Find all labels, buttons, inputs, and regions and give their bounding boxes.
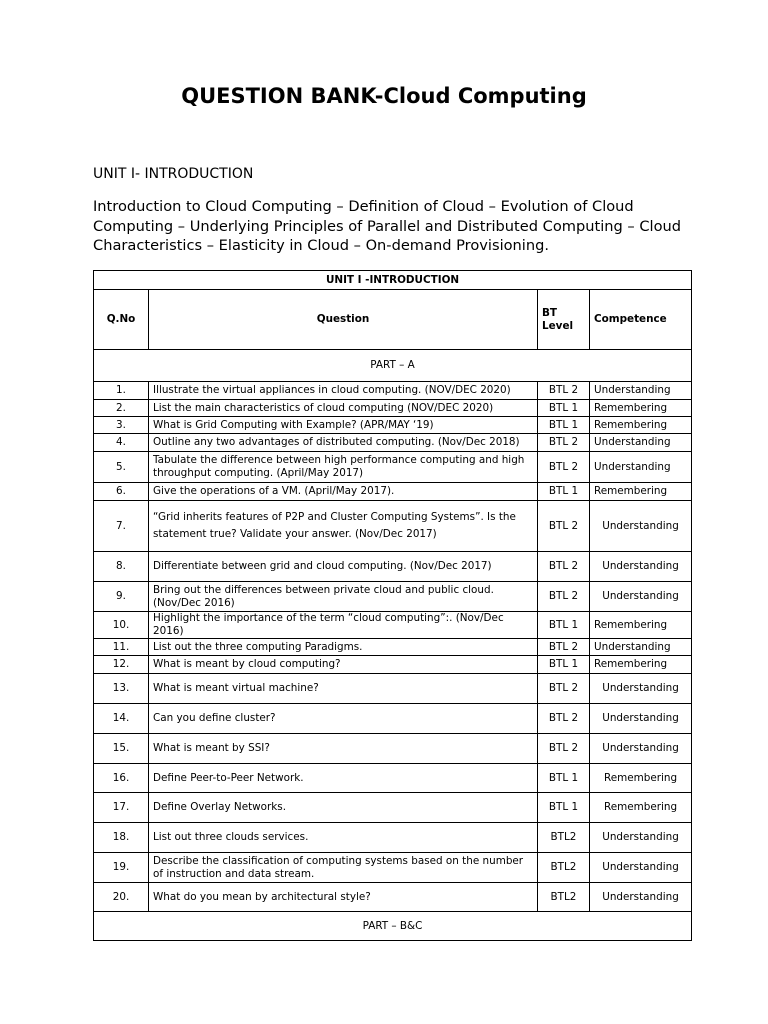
competence: Remembering bbox=[590, 656, 692, 674]
table-row bbox=[94, 501, 692, 552]
competence: Understanding bbox=[590, 639, 692, 656]
table-row bbox=[94, 823, 692, 853]
bt-level: BTL2 bbox=[538, 853, 590, 883]
question-text: Highlight the importance of the term “cloud computing”:. (Nov/Dec 2016) bbox=[149, 612, 538, 639]
bt-level: BTL2 bbox=[538, 883, 590, 912]
table-row bbox=[94, 400, 692, 417]
competence: Understanding bbox=[590, 674, 692, 704]
question-number: 17. bbox=[94, 793, 149, 823]
competence: Understanding bbox=[590, 823, 692, 853]
question-text: Define Peer-to-Peer Network. bbox=[149, 764, 538, 793]
bt-level: BTL 1 bbox=[538, 793, 590, 823]
competence: Understanding bbox=[590, 382, 692, 400]
table-row bbox=[94, 639, 692, 656]
bt-level: BTL 2 bbox=[538, 452, 590, 483]
competence: Understanding bbox=[590, 552, 692, 582]
bt-level: BTL 2 bbox=[538, 501, 590, 552]
part-bc-label: PART – B&C bbox=[94, 912, 692, 941]
question-text: What is Grid Computing with Example? (APR/MAY ‘19) bbox=[149, 417, 538, 434]
question-number: 5. bbox=[94, 452, 149, 483]
bt-level: BTL 2 bbox=[538, 434, 590, 452]
table-row bbox=[94, 793, 692, 823]
table-row bbox=[94, 483, 692, 501]
bt-level: BTL 1 bbox=[538, 400, 590, 417]
table-row bbox=[94, 612, 692, 639]
header-competence: Competence bbox=[590, 290, 692, 350]
competence: Understanding bbox=[590, 704, 692, 734]
bt-level: BTL 1 bbox=[538, 483, 590, 501]
competence: Understanding bbox=[590, 501, 692, 552]
question-number: 7. bbox=[94, 501, 149, 552]
bt-level: BTL 2 bbox=[538, 704, 590, 734]
question-text: “Grid inherits features of P2P and Cluster Computing Systems”. Is the statement true? Validate your answer. (Nov/Dec 2017) bbox=[149, 501, 538, 552]
question-number: 3. bbox=[94, 417, 149, 434]
document-title: QUESTION BANK-Cloud Computing bbox=[181, 84, 587, 108]
header-bt-level: BT Level bbox=[538, 290, 590, 350]
unit-title: UNIT I -INTRODUCTION bbox=[94, 271, 692, 290]
table-row bbox=[94, 382, 692, 400]
competence: Understanding bbox=[590, 734, 692, 764]
question-text: What is meant by cloud computing? bbox=[149, 656, 538, 674]
question-number: 10. bbox=[94, 612, 149, 639]
question-text: Describe the classification of computing systems based on the number of instruction and data stream. bbox=[149, 853, 538, 883]
question-text: What is meant virtual machine? bbox=[149, 674, 538, 704]
question-text: What is meant by SSI? bbox=[149, 734, 538, 764]
table-row bbox=[94, 582, 692, 612]
question-number: 2. bbox=[94, 400, 149, 417]
table-row bbox=[94, 883, 692, 912]
competence: Remembering bbox=[590, 612, 692, 639]
competence: Understanding bbox=[590, 883, 692, 912]
table-row bbox=[94, 764, 692, 793]
competence: Remembering bbox=[590, 793, 692, 823]
question-text: What do you mean by architectural style? bbox=[149, 883, 538, 912]
table-row bbox=[94, 734, 692, 764]
question-text: List out the three computing Paradigms. bbox=[149, 639, 538, 656]
competence: Remembering bbox=[590, 483, 692, 501]
unit-heading: UNIT I- INTRODUCTION bbox=[93, 166, 254, 182]
syllabus-paragraph: Introduction to Cloud Computing – Definition of Cloud – Evolution of Cloud Computing – Underlying Principles of Parallel and Distributed Computing – Cloud Characteristics – Elasticity in Cloud – On-demand Provisioning. bbox=[93, 198, 682, 254]
table-row bbox=[94, 853, 692, 883]
question-number: 8. bbox=[94, 552, 149, 582]
competence: Understanding bbox=[590, 434, 692, 452]
question-number: 18. bbox=[94, 823, 149, 853]
competence: Remembering bbox=[590, 764, 692, 793]
bt-level: BTL 2 bbox=[538, 552, 590, 582]
question-number: 1. bbox=[94, 382, 149, 400]
bt-level: BTL 2 bbox=[538, 582, 590, 612]
bt-level: BTL2 bbox=[538, 823, 590, 853]
question-text: Differentiate between grid and cloud computing. (Nov/Dec 2017) bbox=[149, 552, 538, 582]
question-number: 4. bbox=[94, 434, 149, 452]
question-number: 19. bbox=[94, 853, 149, 883]
part-a-row bbox=[94, 350, 692, 382]
question-number: 6. bbox=[94, 483, 149, 501]
table-row bbox=[94, 704, 692, 734]
question-number: 16. bbox=[94, 764, 149, 793]
question-text: Define Overlay Networks. bbox=[149, 793, 538, 823]
question-text: Outline any two advantages of distributed computing. (Nov/Dec 2018) bbox=[149, 434, 538, 452]
question-number: 11. bbox=[94, 639, 149, 656]
bt-level: BTL 2 bbox=[538, 639, 590, 656]
question-text: Give the operations of a VM. (April/May 2017). bbox=[149, 483, 538, 501]
competence: Understanding bbox=[590, 582, 692, 612]
question-number: 12. bbox=[94, 656, 149, 674]
table-row bbox=[94, 674, 692, 704]
part-a-label: PART – A bbox=[94, 350, 692, 382]
question-text: Illustrate the virtual appliances in cloud computing. (NOV/DEC 2020) bbox=[149, 382, 538, 400]
question-text: List the main characteristics of cloud computing (NOV/DEC 2020) bbox=[149, 400, 538, 417]
competence: Remembering bbox=[590, 400, 692, 417]
table-row bbox=[94, 656, 692, 674]
question-bank-table bbox=[93, 270, 692, 941]
bt-level: BTL 2 bbox=[538, 734, 590, 764]
table-row bbox=[94, 434, 692, 452]
question-number: 20. bbox=[94, 883, 149, 912]
bt-level: BTL 1 bbox=[538, 612, 590, 639]
table-row bbox=[94, 452, 692, 483]
competence: Understanding bbox=[590, 452, 692, 483]
competence: Understanding bbox=[590, 853, 692, 883]
header-question: Question bbox=[149, 290, 538, 350]
bt-level: BTL 2 bbox=[538, 674, 590, 704]
question-number: 14. bbox=[94, 704, 149, 734]
question-text: Bring out the differences between private cloud and public cloud. (Nov/Dec 2016) bbox=[149, 582, 538, 612]
header-row bbox=[94, 290, 692, 350]
header-qno: Q.No bbox=[94, 290, 149, 350]
bt-level: BTL 1 bbox=[538, 417, 590, 434]
question-number: 9. bbox=[94, 582, 149, 612]
table-row bbox=[94, 552, 692, 582]
unit-title-row bbox=[94, 271, 692, 290]
bt-level: BTL 2 bbox=[538, 382, 590, 400]
part-bc-row bbox=[94, 912, 692, 941]
bt-level: BTL 1 bbox=[538, 656, 590, 674]
question-text: Tabulate the difference between high performance computing and high throughput computing. (April/May 2017) bbox=[149, 452, 538, 483]
table-row bbox=[94, 417, 692, 434]
question-text: Can you define cluster? bbox=[149, 704, 538, 734]
question-number: 15. bbox=[94, 734, 149, 764]
competence: Remembering bbox=[590, 417, 692, 434]
question-text: List out three clouds services. bbox=[149, 823, 538, 853]
bt-level: BTL 1 bbox=[538, 764, 590, 793]
question-number: 13. bbox=[94, 674, 149, 704]
